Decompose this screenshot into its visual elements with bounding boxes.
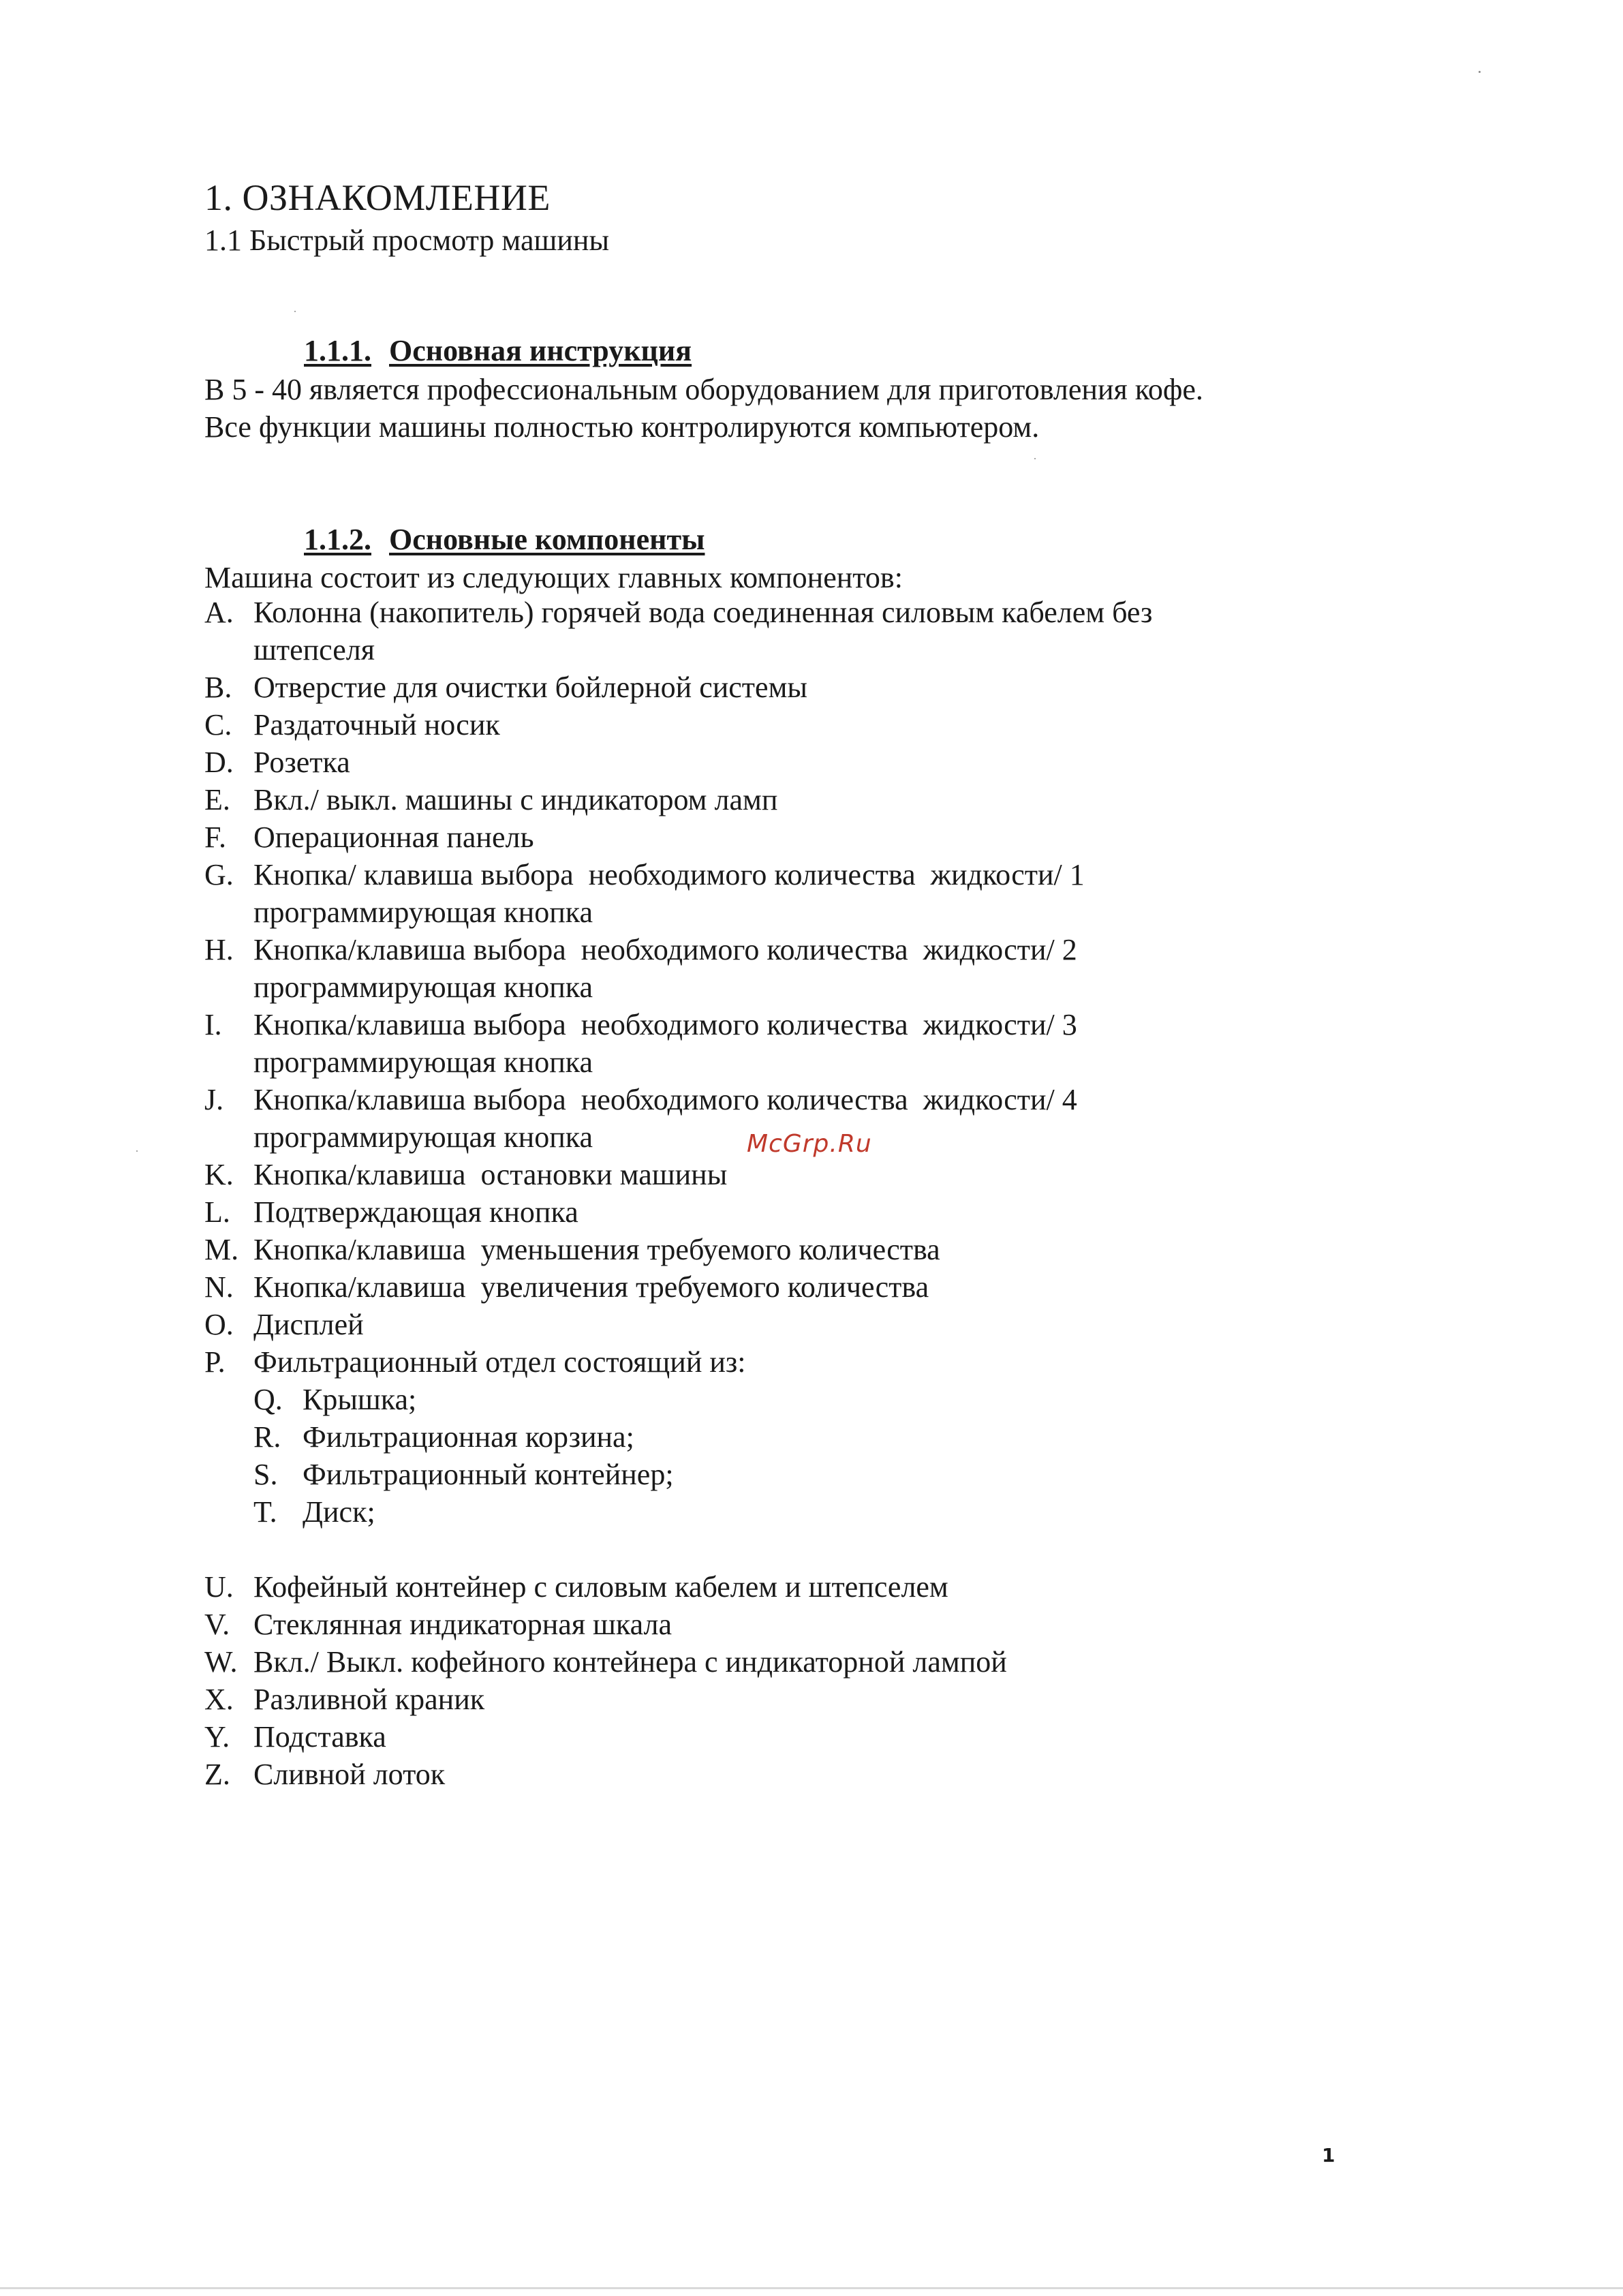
scan-speck [1034,458,1036,459]
item-marker: X. [204,1683,234,1716]
item-marker: A. [204,596,234,629]
sub-list-item [204,1493,1363,1531]
list-item [204,1268,1363,1306]
paragraph-line: Все функции машины полностью контролируются компьютером. [204,410,1040,444]
list-item [204,1193,1363,1231]
item-marker: O. [204,1308,234,1341]
scan-speck [136,1150,138,1152]
item-marker: U. [204,1570,234,1604]
item-text: Кнопка/клавиша остановки машины [253,1158,728,1191]
item-text: Розетка [253,746,350,779]
sub-list-item [204,1456,1363,1493]
paragraph-line: В 5 - 40 является профессиональным оборудованием для приготовления кофе. [204,373,1203,406]
item-text: Дисплей [253,1308,364,1341]
item-text: Подтверждающая кнопка [253,1195,578,1229]
item-marker: M. [204,1233,239,1266]
list-item [204,669,1363,706]
list-item [204,1606,1363,1643]
subsection-heading-2 [304,521,705,558]
item-text: Разливной краник [253,1683,485,1716]
item-marker: G. [204,858,234,891]
item-marker: Z. [204,1758,230,1791]
components-intro: Машина состоит из следующих главных компонентов: [204,561,903,594]
item-text: Фильтрационный отдел состоящий из: [253,1345,746,1379]
item-text: Операционная панель [253,821,534,854]
item-text: Вкл./ выкл. машины с индикатором ламп [253,783,778,816]
item-text: Сливной лоток [253,1758,446,1791]
list-item [204,706,1363,744]
item-marker: S. [253,1458,278,1491]
list-spacer [204,1531,1363,1568]
list-item [204,1343,1363,1381]
scan-edge [0,2287,1623,2289]
sub-list-item [204,1418,1363,1456]
item-text: Кнопка/клавиша выбора необходимого количества жидкости/ 3 программирующая кнопка [253,1008,1077,1079]
list-item [204,818,1363,856]
list-item [204,1681,1363,1718]
item-marker: K. [204,1158,234,1191]
list-item [204,781,1363,818]
list-item [204,931,1363,1006]
item-marker: V. [204,1608,230,1641]
item-marker: P. [204,1345,226,1379]
subsection-number: 1.1.1. [304,334,371,367]
item-text: Стеклянная индикаторная шкала [253,1608,673,1641]
item-marker: Q. [253,1383,283,1416]
item-text: Кнопка/клавиша выбора необходимого количества жидкости/ 2 программирующая кнопка [253,933,1077,1004]
item-text: Диск; [303,1495,375,1529]
section-title: 1.1 Быстрый просмотр машины [204,224,610,257]
item-marker: N. [204,1270,234,1304]
watermark-link[interactable]: McGrp.Ru [747,1130,872,1158]
list-item [204,1718,1363,1756]
subsection-title: Основная инструкция [389,334,692,367]
page-number: 1 [1322,2144,1335,2167]
item-marker: C. [204,708,232,741]
item-marker: R. [253,1420,281,1454]
list-item [204,1756,1363,1793]
item-text: Кнопка/клавиша увеличения требуемого количества [253,1270,929,1304]
item-marker: F. [204,821,226,854]
list-item [204,1568,1363,1606]
item-marker: H. [204,933,234,966]
subsection-heading-1 [304,333,692,369]
item-marker: B. [204,671,232,704]
item-marker: J. [204,1083,224,1116]
item-marker: E. [204,783,230,816]
list-item [204,594,1363,669]
item-text: Подставка [253,1720,386,1754]
item-text: Кофейный контейнер с силовым кабелем и штепселем [253,1570,948,1604]
components-list [204,594,1363,1793]
item-text: Вкл./ Выкл. кофейного контейнера с индикаторной лампой [253,1645,1007,1679]
scan-speck [294,311,296,312]
list-item [204,1643,1363,1681]
item-text: Раздаточный носик [253,708,500,741]
list-item [204,744,1363,781]
item-marker: T. [253,1495,277,1529]
item-marker: D. [204,746,234,779]
item-marker: L. [204,1195,230,1229]
subsection-title: Основные компоненты [389,523,705,556]
list-item [204,1306,1363,1343]
item-text: Фильтрационная корзина; [303,1420,634,1454]
list-item [204,856,1363,931]
item-marker: I. [204,1008,222,1041]
item-text: Фильтрационный контейнер; [303,1458,674,1491]
item-marker: W. [204,1645,238,1679]
item-text: Колонна (накопитель) горячей вода соединенная силовым кабелем без штепселя [253,596,1153,667]
scan-speck [1479,71,1481,73]
item-marker: Y. [204,1720,230,1754]
subsection-number: 1.1.2. [304,523,371,556]
item-text: Кнопка/клавиша выбора необходимого количества жидкости/ 4 программирующая кнопка [253,1083,1077,1154]
chapter-title: 1. ОЗНАКОМЛЕНИЕ [204,177,551,218]
item-text: Отверстие для очистки бойлерной системы [253,671,807,704]
sub-list-item [204,1381,1363,1418]
list-item [204,1006,1363,1081]
list-item [204,1231,1363,1268]
list-item [204,1156,1363,1193]
item-text: Кнопка/ клавиша выбора необходимого количества жидкости/ 1 программирующая кнопка [253,858,1085,929]
item-text: Крышка; [303,1383,417,1416]
item-text: Кнопка/клавиша уменьшения требуемого количества [253,1233,940,1266]
